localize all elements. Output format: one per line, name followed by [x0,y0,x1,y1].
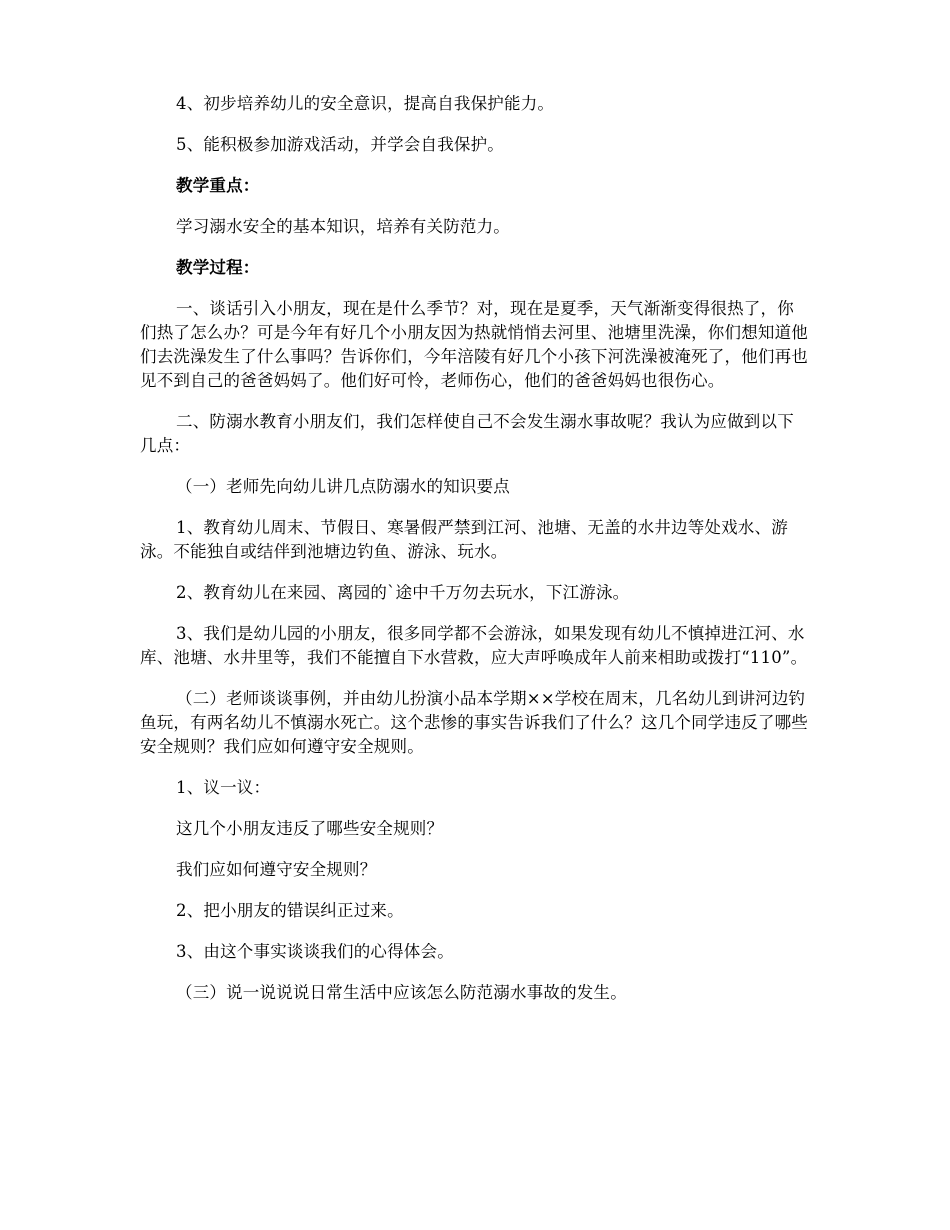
teaching-focus-text: 学习溺水安全的基本知识，培养有关防范力。 [176,217,510,236]
point-2: 2、教育幼儿在来园、离园的`途中千万勿去玩水，下江游泳。 [176,583,630,602]
heading-teaching-process: 教学过程： [176,258,260,277]
section-1-intro: 一、谈话引入小朋友，现在是什么季节？对，现在是夏季，天气渐渐变得很热了，你们热了怎么办？可是今年有好几个小朋友因为热就悄悄去河里、池塘里洗澡，你们想知道他们去洗澡发生了什么事吗？告诉你们，今年涪陵有好几个小孩下河洗澡被淹死了，他们再也见不到自己的爸爸妈妈了。他们好可怜，老师伤心，他们的爸爸妈妈也很伤心。 [140,299,808,390]
heading-teaching-focus: 教学重点： [176,176,260,195]
discussion-question-1: 这几个小朋友违反了哪些安全规则？ [176,819,444,838]
section-2-intro: 二、防溺水教育小朋友们，我们怎样使自己不会发生溺水事故呢？我认为应做到以下几点： [140,412,794,455]
discussion-title: 1、议一议： [176,778,271,797]
subsection-3-text: （三）说一说说说日常生活中应该怎么防范溺水事故的发生。 [176,983,627,1002]
subsection-2-text: （二）老师谈谈事例，并由幼儿扮演小品本学期××学校在周末，几名幼儿到讲河边钓鱼玩，有两名幼儿不慎溺水死亡。这个悲惨的事实告诉我们了什么？这几个同学违反了哪些安全规则？我们应如何遵守安全规则。 [140,689,808,756]
discussion-question-2: 我们应如何遵守安全规则？ [176,860,377,879]
objective-5: 5、能积极参加游戏活动，并学会自我保护。 [176,135,504,154]
activity-2: 2、把小朋友的错误纠正过来。 [176,901,404,920]
activity-3: 3、由这个事实谈谈我们的心得体会。 [176,942,454,961]
objective-4: 4、初步培养幼儿的安全意识，提高自我保护能力。 [176,94,555,113]
point-1: 1、教育幼儿周末、节假日、寒暑假严禁到江河、池塘、无盖的水井边等处戏水、游泳。不能独自或结伴到池塘边钓鱼、游泳、玩水。 [140,518,788,561]
subsection-1-title: （一）老师先向幼儿讲几点防溺水的知识要点 [176,477,510,496]
document-page [140,92,810,1005]
point-3: 3、我们是幼儿园的小朋友，很多同学都不会游泳，如果发现有幼儿不慎掉进江河、水库、池塘、水井里等，我们不能擅自下水营救，应大声呼唤成年人前来相助或拨打“110”。 [140,624,808,667]
